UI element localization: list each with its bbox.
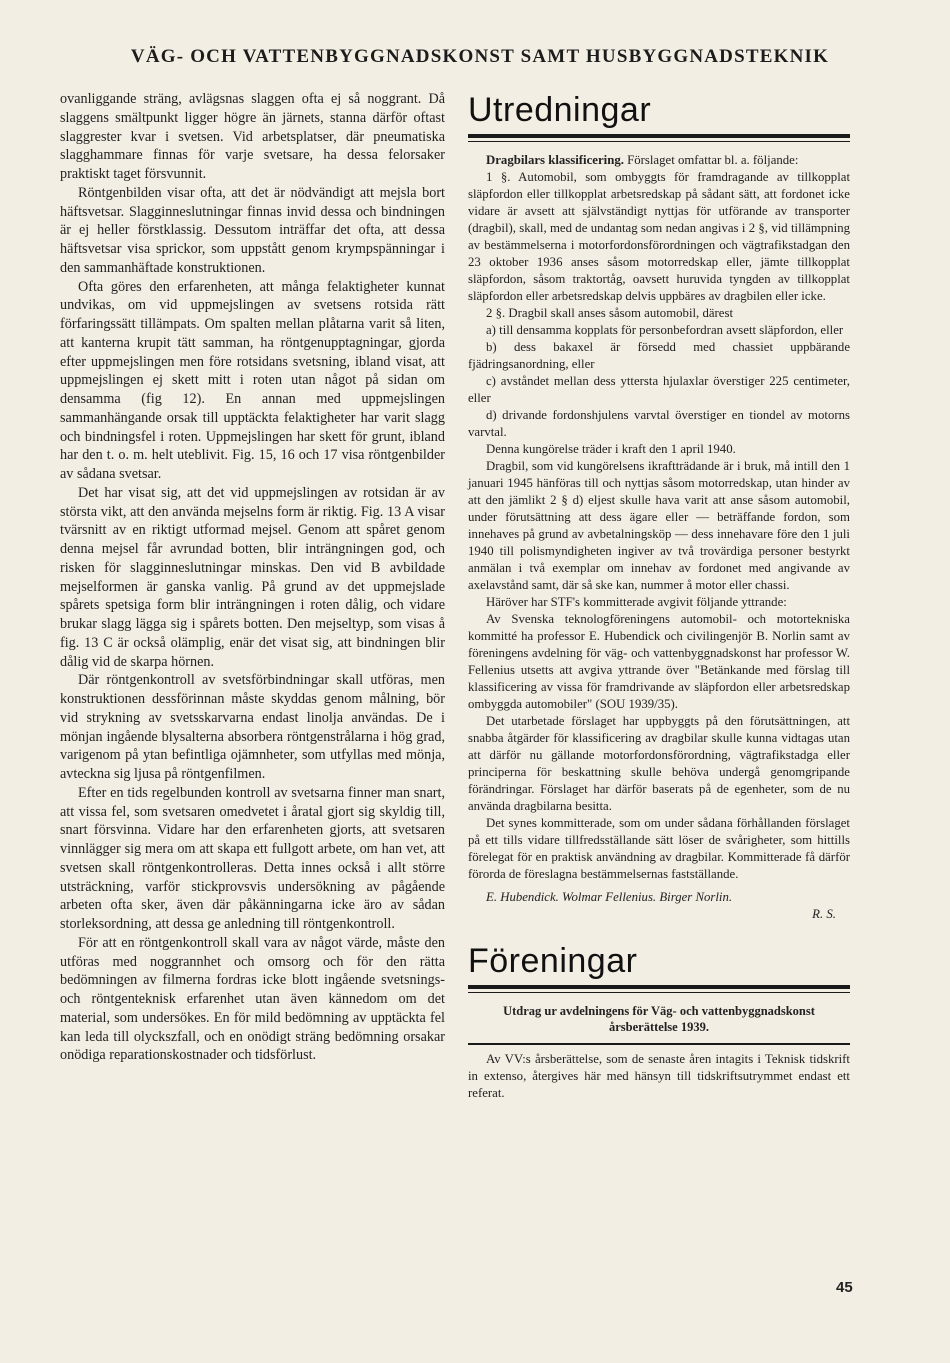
section-rule bbox=[468, 134, 850, 138]
right-column bbox=[468, 90, 850, 1102]
utredning-paragraph: d) drivande fordonshjulens varvtal överstiger en tiondel av motorns varvtal. bbox=[468, 408, 850, 439]
left-paragraph: För att en röntgenkontroll skall vara av något värde, måste den utföras med noggrannhet och omsorg och för den rätta bedömningen av filmerna fordras icke blott ingående svetsnings- och röntgenteknisk erfarenhet utan även kännedom om det material, som undersökes. En för mild bedömning av upptäckta fel kan leda till olyckszfall, och en onödigt sträng bedömning orsakar onödiga reparationskostnader och tidsförlust. bbox=[60, 934, 445, 1064]
utredning-paragraph: 2 §. Dragbil skall anses såsom automobil, därest bbox=[486, 306, 734, 320]
utredning-paragraph: Av Svenska teknologföreningens automobil- och motortekniska kommitté ha professor E. Hubendick och civilingenjör B. Norlin samt av föreningens avdelning för väg- och vattenbyggnadskonst har professor W. Fellenius utsetts att avgiva yttrande över "Betänkande med förslag till klassificering av vissa för framdrivande av släpfordon eller arbetsredskap ombyggda automobiler" (SOU 1939/35). bbox=[468, 612, 850, 711]
subsection-rule bbox=[468, 1043, 850, 1045]
lead-paragraph bbox=[468, 152, 850, 169]
section-title-utredningar: Utredningar bbox=[468, 91, 652, 129]
section-rule-thin bbox=[468, 141, 850, 142]
utredning-paragraph: c) avståndet mellan dess yttersta hjulaxlar överstiger 225 centimeter, eller bbox=[468, 374, 850, 405]
foreningar-paragraph: Av VV:s årsberättelse, som de senaste åren intagits i Teknisk tidskrift in extenso, återgives här med hänsyn till tidskriftsutrymmet endast ett referat. bbox=[468, 1052, 850, 1100]
utredning-paragraph: b) dess bakaxel är försedd med chassiet uppbärande fjädringsanordning, eller bbox=[468, 340, 850, 371]
left-paragraph: Ofta göres den erfarenheten, att många felaktigheter kunnat undvikas, om vid uppmejslingen av svetsens rotsida rätt förfaringssätt tillämpats. Om spalten mellan plåtarna varit så liten, att kanterna krupit tätt samman, ha röntgenupptagningar, gjorda efter uppmejslingen men före rotsidans svetsning, ibland visat, att uppmejslingen ej skett mitt i roten utan något på sidan om densamma (fig 12). En annan med uppmejslingen sammanhängande orsak till upptäckta felaktigheter har varit slagg och bindningsfel i roten. Uppmejslingen har skett för grunt, ibland har den t. o. m. helt uteblivit. Fig. 15, 16 och 17 visa röntgenbilder av sådana svetsar. bbox=[60, 278, 445, 482]
utredning-paragraph: Dragbil, som vid kungörelsens ikraftträdande är i bruk, må intill den 1 januari 1945 hänföras till och nyttjas såsom motorredskap, utan hinder av att den jämlikt 2 § d) eljest skulle hava varit att anse såsom automobil, under förutsättning att dess ägare eller — beträffande fordon, som innehaves på grund av avbetalningsköp — dess innehavare före den 1 juli 1940 till polismyndigheten ingiver av två trovärdiga personer bestyrkt anmälan i två exemplar om innehav av fordonet med angivande av axelavstånd samt, där så ske kan, nummer å motor eller chassi. bbox=[468, 459, 850, 592]
section-rule bbox=[468, 985, 850, 989]
utredning-paragraph: Denna kungörelse träder i kraft den 1 april 1940. bbox=[486, 442, 736, 456]
utredning-paragraph: a) till densamma kopplats för personbefordran avsett släpfordon, eller bbox=[486, 323, 844, 337]
page-number: 45 bbox=[836, 1279, 853, 1296]
left-paragraph: Det har visat sig, att det vid uppmejslingen av rotsidan är av största vikt, att den använda mejselns form är riktig. Fig. 13 A visar tvärsnitt av en riktigt utformad mejsel. Genom att spåret genom denna mejsel får avrundad botten, blir inträngningen god, och risken för slagginneslutningar minskas. Den vid B avbildade mejselformen är ganska vanlig. På grund av det uppmejslade spårets spetsiga form blir inträngningen i roten dålig, och vidare brukar slagg lägga sig i spårets botten. Den mejseltyp, som visas å fig. 13 C är också olämplig, enär det visat sig, att bindningen blir dålig vid de skarpa hörnen. bbox=[60, 484, 445, 670]
utredning-paragraph: Det utarbetade förslaget har uppbyggts på den förutsättningen, att snabba åtgärder för klassificering av dragbilar skulle kunna vidtagas utan att därför nu gällande motorfordonsförordning, vägtrafikstadga eller principerna för beskattning skulle behöva undergå genomgripande förändringar. Förslaget har därför baserats på de egenheter, som de nu använda dragbilarna besitta. bbox=[468, 714, 850, 813]
utredning-paragraph: 1 §. Automobil, som ombyggts för framdragande av tillkopplat släpfordon eller tillkopplat arbetsredskap på sådant sätt, att fordonet icke vidare är avsett att självständigt nyttjas för utförande av transporter (dragbil), skall, med de undantag som nedan angivas i 2 §, vid tillämpning av bestämmelserna i motorfordonsförordningen och vägtrafikstadgan den 23 oktober 1936 anses såsom motorredskap eller, jämte tillkopplat släpfordon, såsom traktortåg, oavsett huruvida tyngden av tillkopplat släpfordon eller arbetsredskap delvis uppbäres av dragbilen eller icke. bbox=[468, 170, 850, 303]
lead-title: Dragbilars klassificering. bbox=[486, 153, 624, 167]
signatures: E. Hubendick. Wolmar Fellenius. Birger Norlin. bbox=[486, 890, 733, 904]
left-paragraph: ovanliggande sträng, avlägsnas slaggen ofta ej så noggrant. Då slaggens smältpunkt ligger högre än järnets, stanna därför oftast slaggrester kvar i svetsen. Vid arbetsplatser, där pneumatiska slagghammare finnas för varje svetsare, ha dessa felorsaker praktiskt taget försvunnit. bbox=[60, 91, 445, 182]
section-title-foreningar: Föreningar bbox=[468, 942, 638, 980]
utredning-paragraph: Häröver har STF's kommitterade avgivit följande yttrande: bbox=[486, 595, 787, 609]
left-paragraph: Där röntgenkontroll av svetsförbindningar skall utföras, men konstruktionen dessförinnan måste skyddas genom målning, bör vid strykning av svetsskarvarna endast linolja användas. De i mönjan ingående blysalterna absorbera röntgenstrålarna i hög grad, varigenom på ytan befintliga ojämnheter, som utfyllas med mönja, avteckna sig ljusa på röntgenfilmen. bbox=[60, 672, 445, 782]
lead-rest: Förslaget omfattar bl. a. följande: bbox=[623, 153, 799, 167]
running-header: VÄG- OCH VATTENBYGGNADSKONST SAMT HUSBYGGNADSTEKNIK bbox=[130, 46, 830, 67]
section-rule-thin bbox=[468, 992, 850, 993]
subsection-title: Utdrag ur avdelningens för Väg- och vattenbyggnadskonst årsberättelse 1939. bbox=[503, 1004, 815, 1034]
utredning-paragraph: Det synes kommitterade, som om under sådana förhållanden förslaget på ett tills vidare tillfredsställande sätt löser de svårigheter, som hittills förelegat för en praktisk användning av dragbilar. Kommitterade få därför förorda de föreslagna bestämmelsernas fastställande. bbox=[468, 816, 850, 881]
left-paragraph: Efter en tids regelbunden kontroll av svetsarna finner man snart, att vissa fel, som svetsaren omedvetet i åratal gjort sig skyldig till, snart försvinna. Vidare har den erfarenheten gjorts, att svetsaren vinnlägger sig mera om att skapa ett fullgott arbete, om han vet, att svetsen skall röntgenkontrolleras. Detta innes också i allt större utsträckning, varför stickprovsvis undersökning av pågående arbeten ofta sker, även där påkänningarna icke äro av sådan storleksordning, att dessa ge anledning till röntgenkontroll. bbox=[60, 784, 445, 932]
initials: R. S. bbox=[812, 907, 836, 921]
left-column bbox=[60, 90, 445, 1065]
left-paragraph: Röntgenbilden visar ofta, att det är nödvändigt att mejsla bort häftsvetsar. Slagginneslutningar finnas invid dessa och bindningen är ej heller förstklassig. Dessutom inträffar det ofta, att dessa häftsvetsar visa sprickor, som uppstått genom krympspänningar i den sammanhäftade konstruktionen. bbox=[60, 184, 445, 276]
